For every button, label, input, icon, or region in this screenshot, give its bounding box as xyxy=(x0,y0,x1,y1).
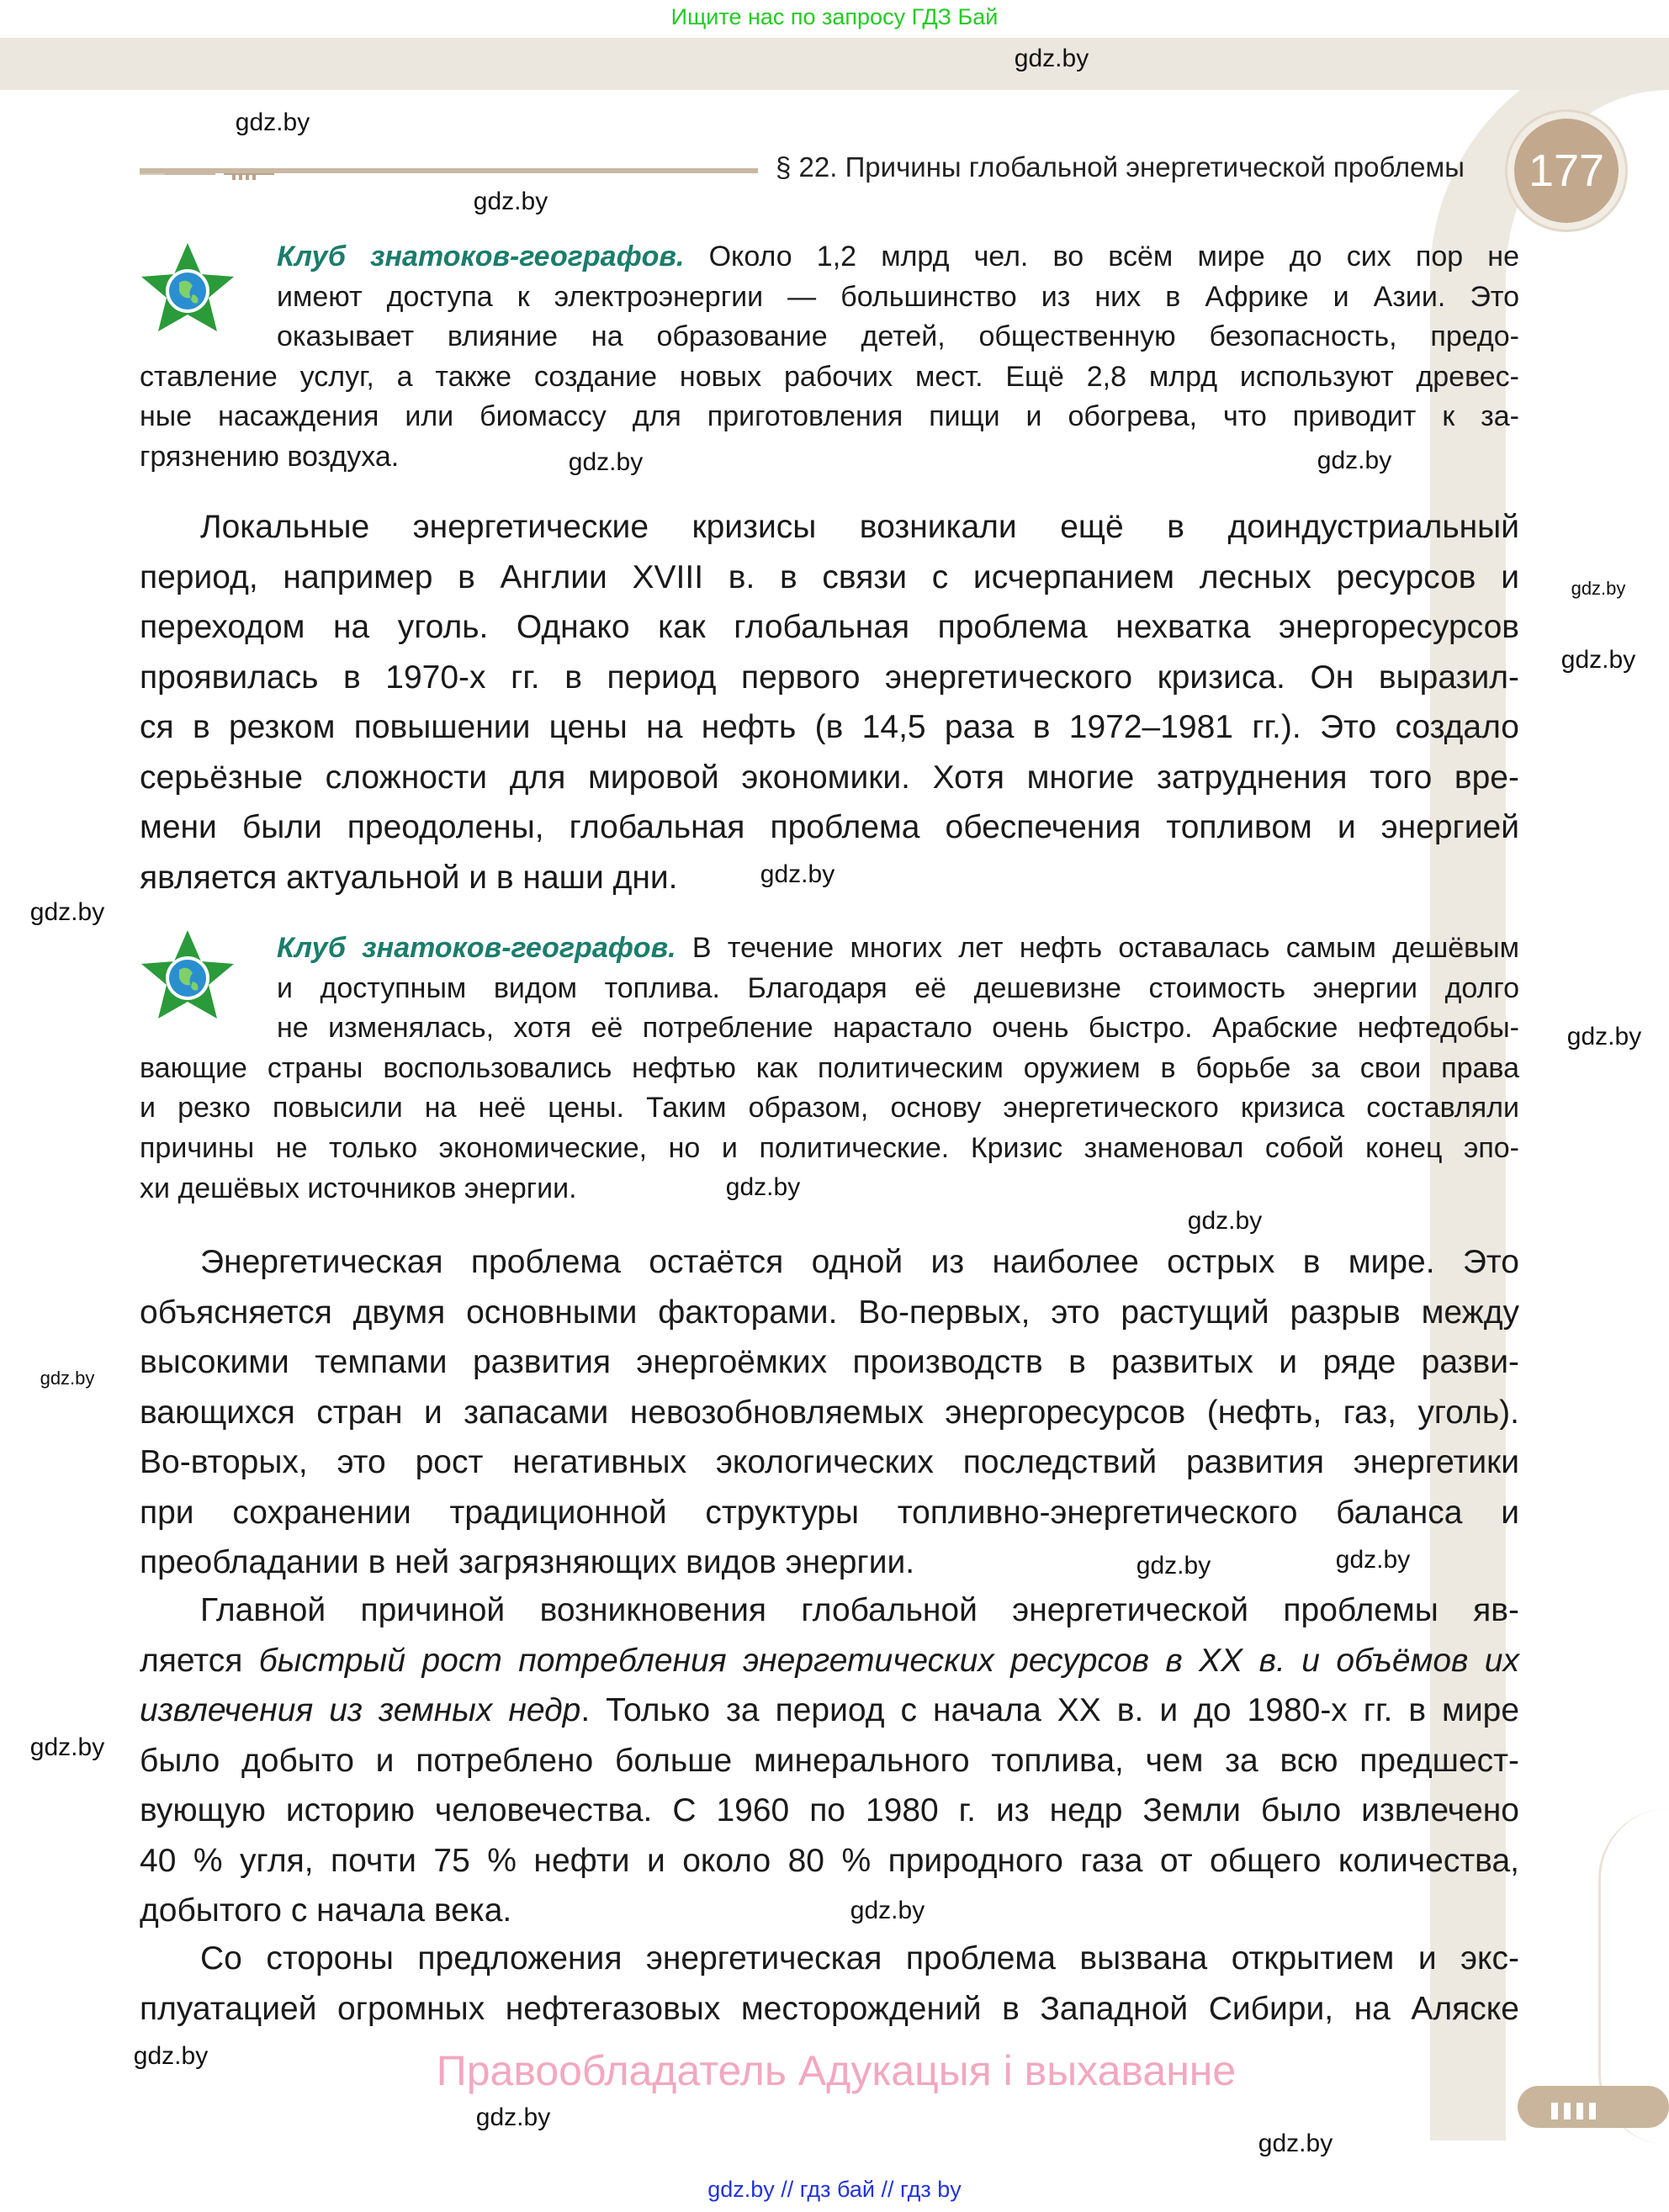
text-line xyxy=(140,1585,1519,1636)
line-text: Около 1,2 млрд чел. во всём мире до сих пор не xyxy=(708,241,1519,273)
text-line xyxy=(277,1008,1519,1049)
club-title: Клуб знатоков-географов. xyxy=(277,241,685,273)
text-line xyxy=(140,802,1519,853)
line-text: Локальные энергетические кризисы возникали ещё в доиндустриальный xyxy=(200,509,1519,545)
line-text: и доступным видом топлива. Благодаря её дешевизне стоимость энергии долго xyxy=(277,971,1519,1004)
line-text: ляется xyxy=(140,1642,259,1679)
text-line xyxy=(140,1636,1519,1686)
line-text: вающихся стран и запасами невозобновляемых энергоресурсов (нефть, газ, уголь). xyxy=(140,1394,1519,1431)
line-text: ся в резком повышении цены на нефть (в 14,5 раза в 1972–1981 гг.). Это создало xyxy=(140,709,1519,745)
line-text: причины не только экономические, но и политические. Кризис знаменовал собой конец эпо- xyxy=(140,1131,1519,1164)
watermark: gdz.by xyxy=(1571,578,1626,599)
watermark: gdz.by xyxy=(1335,1546,1411,1574)
line-text: преобладании в ней загрязняющих видов энергии. xyxy=(140,1544,915,1580)
watermark: gdz.by xyxy=(1187,1207,1263,1235)
bottom-links[interactable]: gdz.by // гдз бай // гдз by xyxy=(707,2177,962,2202)
line-text: вующую историю человечества. С 1960 по 1980 г. из недр Земли было извлечено xyxy=(140,1792,1519,1828)
watermark: gdz.by xyxy=(29,1733,105,1761)
line-text: серьёзные сложности для мировой экономики. Хотя многие затруднения того вре- xyxy=(140,759,1519,796)
text-line xyxy=(140,1736,1519,1786)
paragraph xyxy=(140,1237,1519,1588)
watermark: gdz.by xyxy=(1136,1552,1211,1580)
watermark: gdz.by xyxy=(1566,1023,1642,1050)
paragraph xyxy=(140,502,1519,902)
text-line xyxy=(140,1288,1519,1338)
text-line xyxy=(140,553,1519,603)
search-banner[interactable]: Ищите нас по запросу ГДЗ Бай xyxy=(670,4,999,29)
line-text: имеют доступа к электроэнергии — большинство из них в Африке и Азии. Это xyxy=(277,280,1519,313)
emphasis-text: извлечения из земных недр xyxy=(140,1692,581,1728)
text-line xyxy=(140,1049,1519,1089)
text-line xyxy=(140,753,1519,803)
watermark: gdz.by xyxy=(133,2042,209,2070)
header-rule xyxy=(140,168,758,173)
text-line xyxy=(140,1984,1519,2035)
text-line xyxy=(140,1836,1519,1887)
line-text: хи дешёвых источников энергии. xyxy=(140,1172,577,1204)
line-text: грязнению воздуха. xyxy=(140,440,400,473)
line-text: . Только за период с начала XX в. и до 1980-х гг. в мире xyxy=(580,1692,1520,1728)
header-band xyxy=(0,38,1669,90)
line-text: плуатацией огромных нефтегазовых месторождений в Западной Сибири, на Аляске xyxy=(140,1990,1519,2027)
club-title: Клуб знатоков-географов. xyxy=(277,932,676,964)
watermark: gdz.by xyxy=(725,1173,801,1201)
emphasis-text: быстрый рост потребления энергетических ресурсов в XX в. и объёмов их xyxy=(258,1642,1519,1679)
line-text: добытого с начала века. xyxy=(140,1892,512,1929)
watermark: gdz.by xyxy=(40,1368,95,1389)
line-text: Со стороны предложения энергетическая проблема вызвана открытием и экс- xyxy=(200,1940,1519,1977)
text-line xyxy=(140,1685,1519,1736)
text-line xyxy=(140,702,1519,753)
watermark: gdz.by xyxy=(475,2104,551,2131)
line-text: В течение многих лет нефть оставалась самым дешёвым xyxy=(691,932,1520,964)
line-text: и резко повысили на неё цены. Таким образом, основу энергетического кризиса составляли xyxy=(140,1092,1519,1125)
paragraph xyxy=(140,1585,1519,1936)
watermark: gdz.by xyxy=(473,188,548,215)
text-line xyxy=(140,1786,1519,1836)
line-text: при сохранении традиционной структуры топливно-энергетического баланса и xyxy=(140,1494,1519,1531)
text-line xyxy=(140,1237,1519,1288)
text-line xyxy=(140,1934,1519,1984)
text-line xyxy=(277,969,1519,1009)
watermark: gdz.by xyxy=(29,898,105,926)
line-text: является актуальной и в наши дни. xyxy=(140,859,678,896)
footer-ornament xyxy=(1518,2077,1669,2136)
text-line xyxy=(277,929,1519,969)
text-line xyxy=(140,1437,1519,1488)
text-line xyxy=(140,602,1519,653)
line-text: вающие страны воспользовались нефтью как политическим оружием в борьбе за свои права xyxy=(140,1051,1519,1084)
club-note xyxy=(140,237,1519,478)
watermark: gdz.by xyxy=(850,1897,925,1924)
line-text: было добыто и потреблено больше минерального топлива, чем за всю предшест- xyxy=(140,1742,1519,1779)
watermark: gdz.by xyxy=(1560,646,1636,674)
text-line xyxy=(277,278,1519,318)
section-title: § 22. Причины глобальной энергетической проблемы xyxy=(776,151,1465,183)
paragraph xyxy=(140,1934,1519,2034)
text-line xyxy=(140,1088,1519,1129)
line-text: переходом на уголь. Однако как глобальная проблема нехватка энергоресурсов xyxy=(140,609,1519,645)
watermark: gdz.by xyxy=(1317,447,1392,474)
text-line xyxy=(140,1537,1519,1588)
text-line xyxy=(140,502,1519,553)
text-line xyxy=(140,653,1519,703)
club-note xyxy=(140,929,1519,1209)
text-line xyxy=(140,1388,1519,1438)
watermark: gdz.by xyxy=(235,108,310,136)
text-line xyxy=(277,237,1519,278)
watermark: gdz.by xyxy=(760,860,835,888)
line-text: объясняется двумя основными факторами. Во-первых, это растущий разрыв между xyxy=(140,1294,1519,1331)
text-line xyxy=(140,1129,1519,1169)
text-line xyxy=(140,1337,1519,1388)
line-text: ные насаждения или биомассу для приготовления пищи и обогрева, что приводит к за- xyxy=(140,400,1519,433)
watermark: gdz.by xyxy=(1258,2130,1333,2157)
line-text: не изменялась, хотя её потребление нарастало очень быстро. Арабские нефтедобы- xyxy=(277,1012,1519,1045)
text-line xyxy=(140,397,1519,437)
line-text: Во-вторых, это рост негативных экологических последствий развития энергетики xyxy=(140,1444,1519,1480)
line-text: высокими темпами развития энергоёмких производств в развитых и ряде разви- xyxy=(140,1344,1519,1380)
line-text: ставление услуг, а также создание новых рабочих мест. Ещё 2,8 млрд используют древес- xyxy=(140,360,1519,393)
text-line xyxy=(140,357,1519,398)
line-text: мени были преодолены, глобальная проблема обеспечения топливом и энергией xyxy=(140,809,1519,845)
text-line xyxy=(140,1169,1519,1209)
text-line xyxy=(140,1488,1519,1538)
watermark: gdz.by xyxy=(1014,45,1089,72)
copyright-notice: Правообладатель Адукацыя і выхаванне xyxy=(436,2047,1237,2094)
text-line xyxy=(140,437,1519,478)
line-text: Энергетическая проблема остаётся одной из наиболее острых в мире. Это xyxy=(200,1244,1519,1280)
line-text: 40 % угля, почти 75 % нефти и около 80 % природного газа от общего количества, xyxy=(140,1842,1519,1879)
line-text: период, например в Англии XVIII в. в связи с исчерпанием лесных ресурсов и xyxy=(140,558,1519,595)
text-line xyxy=(140,1886,1519,1936)
line-text: оказывает влияние на образование детей, общественную безопасность, предо- xyxy=(277,320,1519,353)
line-text: проявилась в 1970-х гг. в период первого энергетического кризиса. Он выразил- xyxy=(140,659,1519,696)
watermark: gdz.by xyxy=(568,448,644,476)
page-number: 177 xyxy=(1514,119,1619,223)
text-line xyxy=(277,317,1519,357)
line-text: Главной причиной возникновения глобальной энергетической проблемы яв- xyxy=(200,1592,1519,1628)
